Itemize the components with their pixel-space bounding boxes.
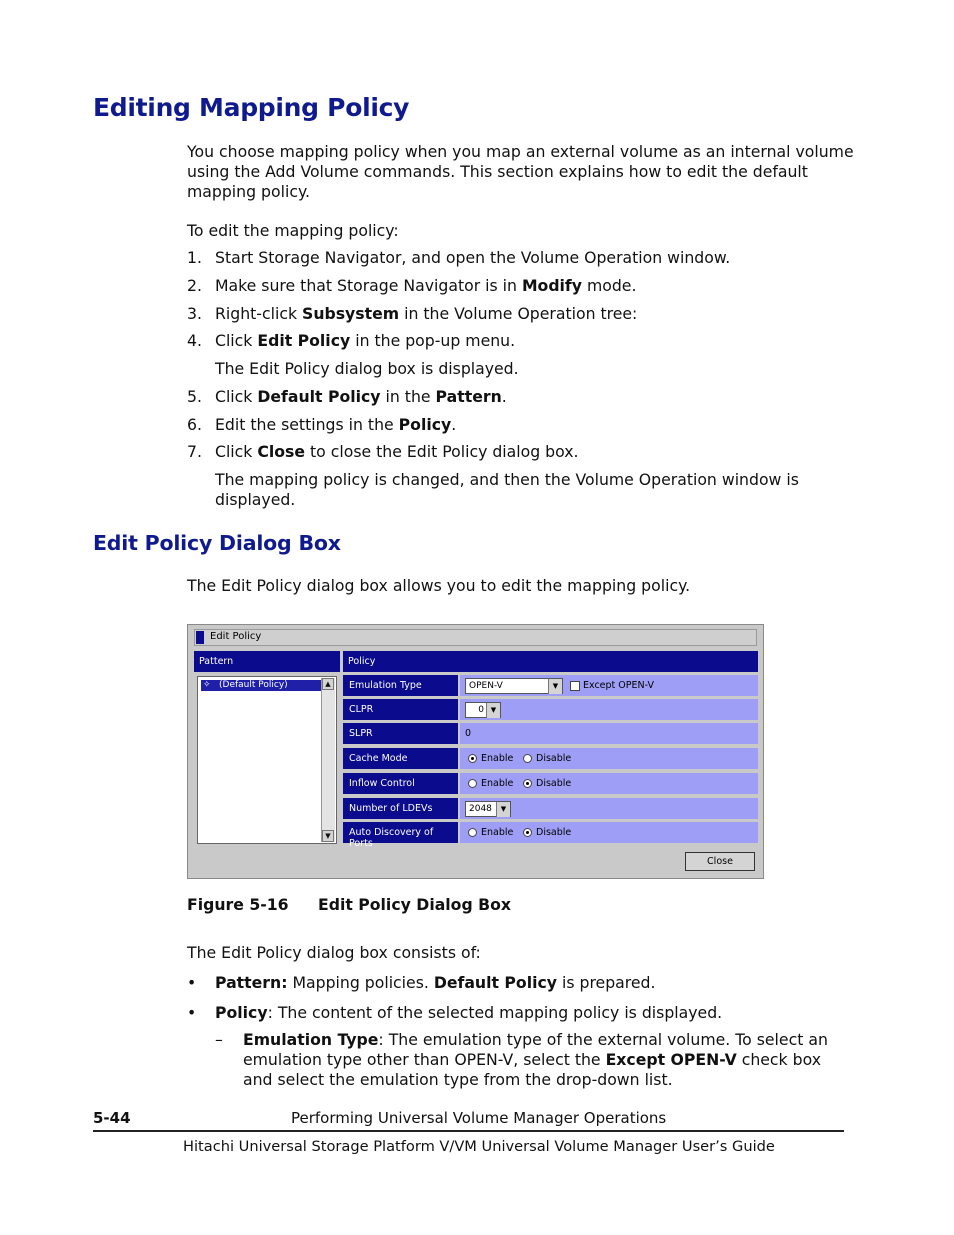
bullet-pattern: • Pattern: Mapping policies. Default Policy is prepared.: [187, 973, 656, 992]
chevron-down-icon[interactable]: ▼: [486, 703, 500, 718]
section-title: Edit Policy Dialog Box: [93, 531, 341, 555]
auto-discovery-label: Auto Discovery of Ports: [343, 822, 458, 843]
pattern-scrollbar[interactable]: [321, 678, 335, 842]
bullet-policy: • Policy: The content of the selected mapping policy is displayed.: [187, 1003, 723, 1022]
inflow-control-label: Inflow Control: [343, 773, 458, 794]
page-number: 5-44: [93, 1109, 131, 1127]
dialog-title: Edit Policy: [210, 631, 262, 642]
clpr-row: [460, 699, 758, 720]
inflow-control-row: Enable Disable: [460, 773, 758, 794]
scroll-down-icon[interactable]: ▼: [322, 830, 334, 842]
pattern-list[interactable]: [197, 676, 337, 844]
pattern-item-default[interactable]: ✧ (Default Policy): [201, 680, 323, 691]
inflow-enable-radio[interactable]: [468, 779, 477, 788]
figure-caption: Figure 5-16 Edit Policy Dialog Box: [187, 895, 511, 914]
slpr-label: SLPR: [343, 723, 458, 744]
to-edit-text: To edit the mapping policy:: [187, 221, 399, 240]
chevron-down-icon[interactable]: ▼: [548, 679, 562, 694]
except-open-v-label: Except OPEN-V: [583, 680, 654, 691]
dash-emulation-type: – Emulation Type: The emulation type of the external volume. To select an emulation type other than OPEN-V, select the Except OPEN-V check box and select the emulation type from the drop-down list.: [215, 1030, 828, 1089]
slpr-value: 0: [465, 728, 472, 739]
close-button[interactable]: Close: [685, 852, 755, 871]
policy-header: Policy: [343, 651, 758, 672]
chevron-down-icon[interactable]: ▼: [496, 802, 510, 817]
clpr-select[interactable]: 0 ▼: [465, 702, 501, 718]
number-of-ldevs-label: Number of LDEVs: [343, 798, 458, 819]
emulation-type-row: [460, 675, 758, 696]
step-3: 3. Right-click Subsystem in the Volume Operation tree:: [187, 304, 638, 323]
auto-disable-radio[interactable]: [523, 828, 532, 837]
emulation-type-label: Emulation Type: [343, 675, 458, 696]
intro-paragraph: You choose mapping policy when you map an external volume as an internal volume using the Add Volume commands. This section explains how to edit the default mapping policy.: [187, 142, 854, 201]
consists-text: The Edit Policy dialog box consists of:: [187, 943, 481, 962]
step-2: 2. Make sure that Storage Navigator is in Modify mode.: [187, 276, 637, 295]
step-4: 4. Click Edit Policy in the pop-up menu.: [187, 331, 516, 350]
step-6: 6. Edit the settings in the Policy.: [187, 415, 457, 434]
policy-icon: ✧: [203, 680, 211, 690]
inflow-disable-radio[interactable]: [523, 779, 532, 788]
step-4-note: The Edit Policy dialog box is displayed.: [215, 359, 519, 378]
step-7: 7. Click Close to close the Edit Policy dialog box.: [187, 442, 579, 461]
footer-divider: [93, 1130, 844, 1132]
slpr-row: [460, 723, 758, 744]
step-5: 5. Click Default Policy in the Pattern.: [187, 387, 507, 406]
title-marker: [196, 631, 204, 644]
footer-guide-title: Hitachi Universal Storage Platform V/VM Universal Volume Manager User’s Guide: [183, 1138, 775, 1155]
step-1: 1. Start Storage Navigator, and open the Volume Operation window.: [187, 248, 731, 267]
pattern-header: Pattern: [194, 651, 340, 672]
cache-mode-row: Enable Disable: [460, 748, 758, 769]
auto-enable-radio[interactable]: [468, 828, 477, 837]
cache-mode-label: Cache Mode: [343, 748, 458, 769]
step-7-note: The mapping policy is changed, and then the Volume Operation window is displayed.: [215, 470, 799, 509]
cache-disable-radio[interactable]: [523, 754, 532, 763]
scroll-up-icon[interactable]: ▲: [322, 678, 334, 690]
footer-section: Performing Universal Volume Manager Operations: [291, 1109, 667, 1127]
page-title: Editing Mapping Policy: [93, 93, 410, 122]
dialog-title-bar: [194, 629, 757, 646]
auto-discovery-row: Enable Disable: [460, 822, 758, 843]
cache-enable-radio[interactable]: [468, 754, 477, 763]
except-open-v-checkbox[interactable]: [570, 681, 580, 691]
dialog-intro: The Edit Policy dialog box allows you to edit the mapping policy.: [187, 576, 691, 595]
emulation-type-select[interactable]: OPEN-V ▼: [465, 678, 563, 694]
number-of-ldevs-row: [460, 798, 758, 819]
clpr-label: CLPR: [343, 699, 458, 720]
ldevs-select[interactable]: 2048 ▼: [465, 801, 511, 817]
edit-policy-dialog: [187, 624, 764, 879]
